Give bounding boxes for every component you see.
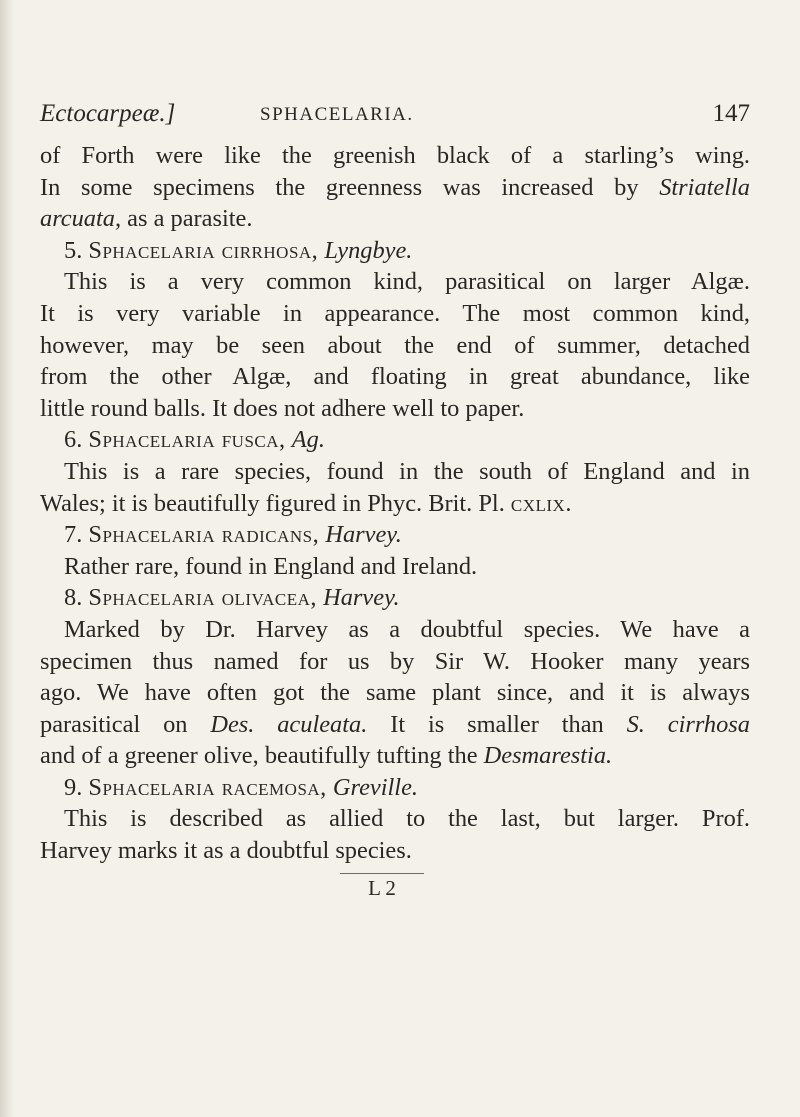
italic-text: Des. aculeata. <box>210 710 368 738</box>
text-run: 8. <box>64 584 89 612</box>
page-body <box>40 140 750 867</box>
running-head-title: SPHACELARIA. <box>260 104 414 125</box>
text-line <box>40 266 750 298</box>
text-line <box>40 203 750 235</box>
small-caps-text: Sphacelaria racemosa, <box>88 773 327 801</box>
text-run: parasitical on <box>40 710 211 738</box>
page-number: 147 <box>712 100 750 127</box>
italic-text: Striatella <box>659 173 750 201</box>
book-page <box>40 100 750 901</box>
species-heading <box>40 519 750 551</box>
small-caps-text: Sphacelaria radicans, <box>88 521 320 549</box>
text-run: Rather rare, found in England and Ireland. <box>64 552 478 580</box>
text-line <box>40 646 750 678</box>
italic-text: Greville. <box>332 773 419 801</box>
text-run: This is described as allied to the last, but larger. Prof. <box>64 805 750 833</box>
text-run: ago. We have often got the same plant since, and it is always <box>40 679 750 707</box>
text-line <box>40 488 750 520</box>
text-line <box>40 551 750 583</box>
text-line <box>40 677 750 709</box>
text-run: and of a greener olive, beautifully tufting the <box>40 742 484 770</box>
text-run: 6. <box>64 426 89 454</box>
small-caps-text: cxlix. <box>510 489 572 517</box>
italic-text: Ag. <box>291 426 325 454</box>
small-caps-text: Sphacelaria cirrhosa, <box>88 236 319 264</box>
text-line <box>40 172 750 204</box>
text-line <box>40 835 750 867</box>
italic-text: Harvey. <box>323 584 400 612</box>
text-run: 5. <box>64 236 89 264</box>
text-run: Wales; it is beautifully figured in Phyc. Brit. Pl. <box>40 489 511 517</box>
text-run: 7. <box>64 521 89 549</box>
species-heading <box>40 235 750 267</box>
text-run: from the other Algæ, and floating in great abundance, like <box>40 363 750 391</box>
text-run: specimen thus named for us by Sir W. Hooker many years <box>40 647 750 675</box>
italic-text: Lyngbye. <box>324 236 413 264</box>
text-line <box>40 614 750 646</box>
text-run: In some specimens the greenness was increased by <box>40 173 660 201</box>
small-caps-text: Sphacelaria fusca, <box>88 426 286 454</box>
text-run: little round balls. It does not adhere well to paper. <box>40 394 525 422</box>
text-line <box>40 709 750 741</box>
italic-text: Harvey. <box>325 521 402 549</box>
text-line <box>40 803 750 835</box>
page-edge-shadow <box>0 0 14 1117</box>
species-heading <box>40 582 750 614</box>
italic-text: Desmarestia. <box>483 742 613 770</box>
italic-text: S. cirrhosa <box>626 710 750 738</box>
text-line <box>40 330 750 362</box>
text-run: It is very variable in appearance. The most common kind, <box>40 299 750 327</box>
text-run: Marked by Dr. Harvey as a doubtful species. We have a <box>64 615 750 643</box>
text-run: 9. <box>64 773 89 801</box>
small-caps-text: Sphacelaria olivacea, <box>88 584 318 612</box>
text-run: of Forth were like the greenish black of a starling’s wing. <box>40 142 750 169</box>
running-head <box>40 100 750 132</box>
running-head-section: Ectocarpeæ.] <box>40 100 176 127</box>
italic-text: arcuata, <box>40 205 122 233</box>
text-run: as a parasite. <box>121 205 253 233</box>
text-run: This is a rare species, found in the south of England and in <box>64 457 750 485</box>
text-line <box>40 393 750 425</box>
text-line <box>40 298 750 330</box>
species-heading <box>40 424 750 456</box>
species-heading <box>40 772 750 804</box>
text-line <box>40 740 750 772</box>
signature-mark: L 2 <box>340 873 424 901</box>
text-run: It is smaller than <box>367 710 627 738</box>
text-line <box>40 361 750 393</box>
text-line <box>40 456 750 488</box>
text-run: however, may be seen about the end of summer, detached <box>40 331 750 359</box>
text-run: This is a very common kind, parasitical on larger Algæ. <box>64 268 750 296</box>
text-run: Harvey marks it as a doubtful species. <box>40 837 412 865</box>
text-line <box>40 140 750 172</box>
